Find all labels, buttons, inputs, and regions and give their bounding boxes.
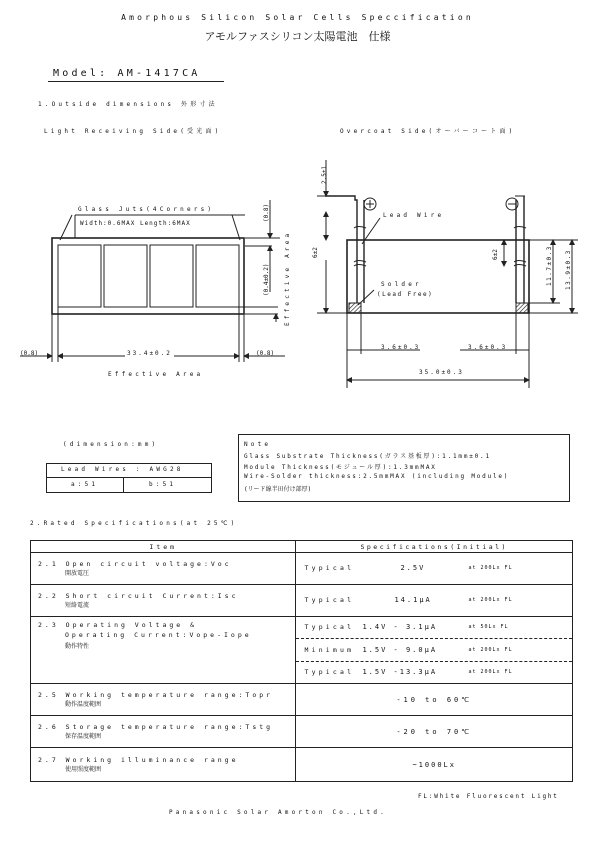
voc-condition: at 200Lx FL xyxy=(468,565,513,571)
dim-0.4: (0.4±0.2) xyxy=(263,263,270,296)
glass-juts-dims: Width:0.6MAX Length:6MAX xyxy=(80,220,191,227)
row-item: Open circuit voltage:Voc xyxy=(65,560,232,568)
lead-wire-table-header: Lead Wires : AWG28 xyxy=(61,466,184,473)
dim-0.8-right: (0.8) xyxy=(256,350,275,357)
op2-condition: at 200Lx FL xyxy=(468,647,513,653)
note-line-1: Glass Substrate Thickness(ガラス基板厚):1.1mm±0.1 xyxy=(244,453,491,460)
dim-0.8-top: (0.8) xyxy=(263,203,270,222)
op1-value: 1.4V - 3.1μA xyxy=(362,623,438,631)
op3-label: Typical xyxy=(304,668,355,676)
dimension-unit: (dimension:mm) xyxy=(63,441,159,448)
row-no: 2.3 xyxy=(38,621,59,629)
dim-35.0: 35.0±0.3 xyxy=(419,369,464,376)
model-label: Model: AM-1417CA xyxy=(53,68,201,79)
solder-label: Solder xyxy=(381,281,422,288)
cell-strip-3 xyxy=(150,245,193,307)
table-row xyxy=(31,617,573,684)
effective-area-label: Effective Area xyxy=(108,371,204,378)
note-line-2: Module Thickness(モジュール厚):1.3mmMAX xyxy=(244,464,437,471)
row-item: Short circuit Current:Isc xyxy=(65,592,239,600)
table-row xyxy=(31,748,573,782)
row-jp: 短絡電流 xyxy=(65,602,90,609)
overcoat-side-module-outline xyxy=(347,240,529,313)
row-no: 2.5 xyxy=(38,691,59,699)
dim-6-left: 6±2 xyxy=(312,247,319,258)
row-item: Working illuminance range xyxy=(65,756,239,764)
dim-33.4: 33.4±0.2 xyxy=(127,350,172,357)
section2-heading: 2.Rated Specifications(at 25℃) xyxy=(30,520,238,527)
col-spec-header: Specifications(Initial) xyxy=(296,541,573,553)
op1-label: Typical xyxy=(304,623,355,631)
lead-wire-b: b:51 xyxy=(149,481,177,488)
dim-3.6-right: 3.6±0.3 xyxy=(468,344,508,351)
op1-condition: at 50Lx FL xyxy=(468,624,509,630)
op3-value: 1.5V -13.3μA xyxy=(362,668,438,676)
row-no: 2.6 xyxy=(38,723,59,731)
row-jp: 使用照度範囲 xyxy=(65,766,102,773)
row-jp: 動作特性 xyxy=(65,643,90,650)
effective-area-vertical: Effective Area xyxy=(284,230,291,326)
spec-table xyxy=(30,540,573,782)
lead-free-label: (Lead Free) xyxy=(377,291,434,298)
note-title: Note xyxy=(244,441,272,448)
topr-value: -10 to 60℃ xyxy=(296,684,573,716)
row-no: 2.2 xyxy=(38,592,59,600)
table-row xyxy=(31,553,573,585)
voc-label: Typical xyxy=(304,564,355,572)
note-line-3: Wire-Solder thickness:2.5mmMAX (including Module) xyxy=(244,473,510,480)
voc-value: 2.5V xyxy=(400,564,426,572)
dim-13.9: 13.9±0.3 xyxy=(565,249,572,290)
col-item-header: Item xyxy=(31,541,296,553)
note-line-4: (リード線半田付け部厚) xyxy=(244,486,312,493)
cell-strip-1 xyxy=(58,245,101,307)
cell-strip-2 xyxy=(104,245,147,307)
lead-wire-positive xyxy=(325,196,357,303)
row-item: Storage temperature range:Tstg xyxy=(65,723,274,731)
dim-2.5: 2.5±1 xyxy=(321,165,328,184)
overcoat-side-label: Overcoat Side(オーバーコート面) xyxy=(340,128,516,135)
op2-label: Minimum xyxy=(304,646,355,654)
table-row xyxy=(31,716,573,748)
table-row xyxy=(31,684,573,716)
section1-heading: 1.Outside dimensions 外形寸法 xyxy=(38,101,218,108)
row-jp: 動作温度範囲 xyxy=(65,701,102,708)
cell-strip-4 xyxy=(196,245,239,307)
dim-6-right: 6±2 xyxy=(492,249,499,260)
row-no: 2.7 xyxy=(38,756,59,764)
tstg-value: -20 to 70℃ xyxy=(296,716,573,748)
lead-wire-a: a:51 xyxy=(71,481,99,488)
solder-pad-right xyxy=(516,303,528,313)
dim-0.8-left: (0.8) xyxy=(20,350,39,357)
row-item-2: Operating Current:Vope-Iope xyxy=(65,631,252,639)
glass-juts-label: Glass Juts(4Corners) xyxy=(78,206,215,213)
row-item: Operating Voltage & xyxy=(65,621,198,629)
table-row xyxy=(31,585,573,617)
title-japanese: アモルファスシリコン太陽電池 仕様 xyxy=(204,30,391,43)
light-side-label: Light Receiving Side(受光面) xyxy=(44,128,222,135)
lead-wire-table xyxy=(46,463,212,493)
light-side-module-outline xyxy=(52,238,244,314)
illum-value: ~1000Lx xyxy=(296,748,573,782)
isc-label: Typical xyxy=(304,596,355,604)
isc-value: 14.1μA xyxy=(394,596,432,604)
dim-11.7: 11.7±0.3 xyxy=(546,245,553,286)
note-box xyxy=(238,434,570,502)
dim-3.6-left: 3.6±0.3 xyxy=(381,344,421,351)
fl-note: FL:White Fluorescent Light xyxy=(418,793,559,800)
footer-company: Panasonic Solar Amorton Co.,Ltd. xyxy=(169,809,387,816)
title-english: Amorphous Silicon Solar Cells Speccification xyxy=(121,13,474,22)
op3-condition: at 200Lx FL xyxy=(468,669,513,675)
row-no: 2.1 xyxy=(38,560,59,568)
lead-wire-label: Lead Wire xyxy=(383,212,445,219)
row-item: Working temperature range:Topr xyxy=(65,691,274,699)
op2-value: 1.5V - 9.0μA xyxy=(362,646,438,654)
row-jp: 保存温度範囲 xyxy=(65,733,102,740)
isc-condition: at 200Lx FL xyxy=(468,597,513,603)
row-jp: 開放電圧 xyxy=(65,570,90,577)
